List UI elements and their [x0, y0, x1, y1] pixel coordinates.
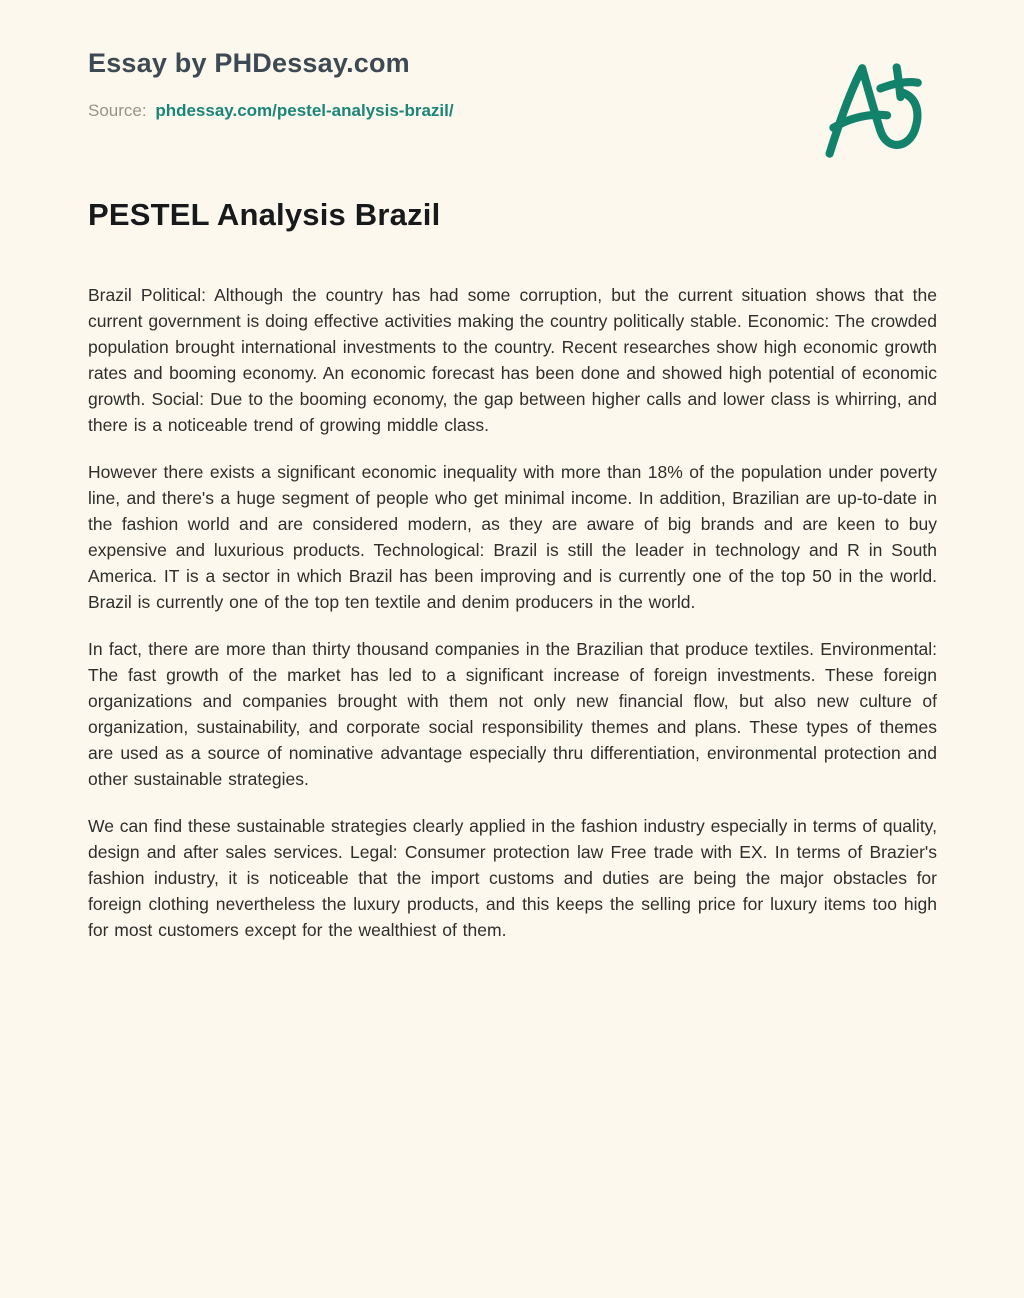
page-title: PESTEL Analysis Brazil — [88, 197, 441, 232]
essay-paragraph: However there exists a significant economic inequality with more than 18% of the population under poverty line, and there's a huge segment of people who get minimal income. In addition, Brazilian are up-to-date in the fashion world and are considered modern, as they are aware of big brands and are keen to buy expensive and luxurious products. Technological: Brazil is still the leader in technology and R in South America. IT is a sector in which Brazil has been improving and is currently one of the top 50 in the world. Brazil is currently one of the top ten textile and denim producers in the world. — [88, 462, 937, 612]
source-line — [88, 101, 937, 121]
essay-body — [88, 282, 937, 943]
essay-paragraph: Brazil Political: Although the country has had some corruption, but the current situation shows that the current government is doing effective activities making the country politically stable. Economic: The crowded population brought international investments to the country. Recent researches show high economic growth rates and booming economy. An economic forecast has been done and showed high potential of economic growth. Social: Due to the booming economy, the gap between higher calls and lower class is whirring, and there is a noticeable trend of growing middle class. — [88, 285, 937, 435]
byline-heading: Essay by PHDessay.com — [88, 48, 410, 78]
essay-paragraph: We can find these sustainable strategies clearly applied in the fashion industry especially in terms of quality, design and after sales services. Legal: Consumer protection law Free trade with EX. In terms of Brazier's fashion industry, it is noticeable that the import customs and duties are being the major obstacles for foreign clothing nevertheless the luxury products, and this keeps the selling price for luxury items too high for most customers except for the wealthiest of them. — [88, 816, 937, 940]
source-link[interactable]: phdessay.com/pestel-analysis-brazil/ — [155, 101, 454, 120]
a-plus-logo-icon — [820, 55, 935, 167]
essay-paragraph: In fact, there are more than thirty thousand companies in the Brazilian that produce textiles. Environmental: The fast growth of the market has led to a significant increase of foreign investments. These foreign organizations and companies brought with them not only new financial flow, but also new culture of organization, sustainability, and corporate social responsibility themes and plans. These types of themes are used as a source of nominative advantage especially thru differentiation, environmental protection and other sustainable strategies. — [88, 639, 937, 789]
source-label: Source: — [88, 101, 147, 120]
